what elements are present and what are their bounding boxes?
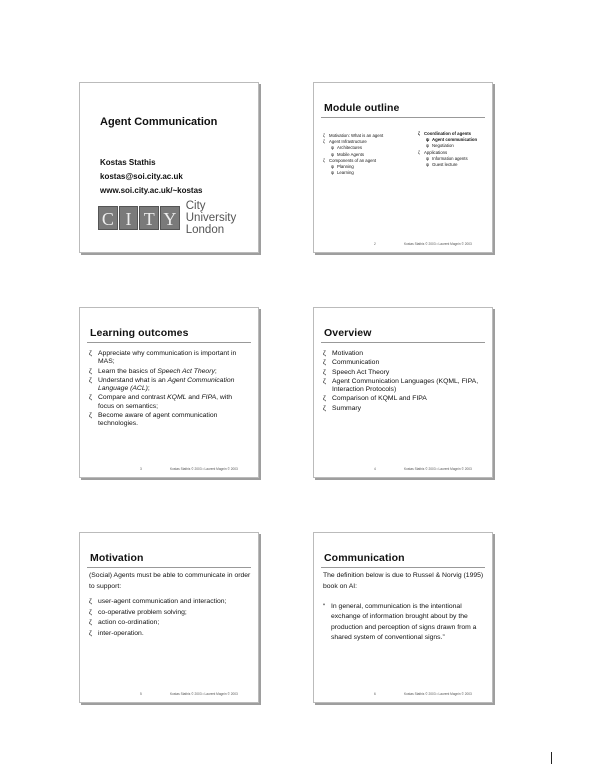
logo-letter-i: I <box>119 206 139 230</box>
quote-mark: “ <box>323 603 326 610</box>
list-item: ζ action co-ordination; <box>89 618 250 629</box>
bullet-icon: ζ <box>323 350 326 357</box>
sub-bullet-icon: ψ <box>426 155 430 161</box>
sub-bullet-icon: ψ <box>426 143 430 149</box>
outline-subitem: ψ Guest lecture <box>426 162 458 168</box>
bullet-icon: ζ <box>418 131 421 136</box>
page-number: 4 <box>374 467 376 471</box>
city-university-logo <box>98 200 258 236</box>
bullet-icon: ζ <box>323 404 326 412</box>
slide-3-title: Learning outcomes <box>90 327 189 339</box>
outline-subitem: ψ Mobile Agents <box>331 151 364 157</box>
slide-learning-outcomes <box>79 307 259 478</box>
slide-motivation <box>79 532 259 703</box>
list-item: ζ Compare and contrast KQML and FIPA, with focus on semantics; <box>89 394 233 410</box>
outline-item: ζ Applications <box>418 149 448 155</box>
list-item: ζ Agent Communication Languages (KQML, FIPA, Interaction Protocols) <box>323 377 479 394</box>
bullet-icon: ζ <box>89 412 92 420</box>
sub-bullet-icon: ψ <box>426 162 430 168</box>
bullet-icon: ζ <box>89 376 92 384</box>
outline-right-column <box>418 131 477 168</box>
page-number: 6 <box>374 692 376 696</box>
slide-4-title: Overview <box>324 327 372 339</box>
quote-text: In general, communication is the intentional exchange of information brought about by the production and perception of signs drawn from a shared system of conventional signs.” <box>331 603 477 642</box>
outline-subitem: ψ Negotiation <box>426 143 454 149</box>
author-email: kostas@soi.city.ac.uk <box>100 172 183 181</box>
title-divider <box>321 342 485 343</box>
motivation-list <box>89 597 250 639</box>
list-item: ζ Speech Act Theory <box>323 368 390 376</box>
slide-6-title: Communication <box>324 552 405 564</box>
outline-subitem: ψ Learning <box>331 170 354 176</box>
logo-line-2: London <box>185 224 225 236</box>
slide-overview <box>313 307 493 478</box>
page-edge-mark <box>551 752 552 764</box>
bullet-icon: ζ <box>89 367 92 375</box>
logo-letter-c: C <box>98 206 118 230</box>
footer-credit: Kostas Stathis © 2003 • Laurent Magnin © 2003 <box>170 467 238 471</box>
author-url: www.soi.city.ac.uk/~kostas <box>100 186 203 195</box>
slide-footer <box>374 467 486 471</box>
bullet-icon: ζ <box>323 368 326 376</box>
slide-5-title: Motivation <box>90 552 144 564</box>
sub-bullet-icon: ψ <box>331 164 335 170</box>
list-item: ζ Become aware of agent communication technologies. <box>89 412 218 428</box>
outline-subitem: ψ Information agents <box>426 155 468 161</box>
outline-item: ζ Coordination of agents <box>418 131 472 136</box>
bullet-icon: ζ <box>323 377 326 385</box>
footer-credit: Kostas Stathis © 2003 • Laurent Magnin © 2003 <box>404 467 472 471</box>
list-item: ζ Communication <box>323 359 380 367</box>
outline-item: ζ Agent Infrastructure <box>323 139 367 145</box>
bullet-icon: ζ <box>323 139 325 145</box>
outline-subitem: ψ Architectures <box>331 145 363 151</box>
slide-footer <box>374 692 486 696</box>
list-item: ζ inter-operation. <box>89 629 250 640</box>
bullet-icon: ζ <box>89 350 92 357</box>
overview-list <box>323 350 484 414</box>
page-number: 2 <box>374 242 376 246</box>
outline-item: ζ Motivation: What is an agent <box>323 133 384 138</box>
slide-title-page <box>79 82 259 253</box>
title-divider <box>87 567 251 568</box>
sub-bullet-icon: ψ <box>426 137 430 143</box>
bullet-icon: ζ <box>323 359 326 367</box>
list-item: ζ Comparison of KQML and FIPA <box>323 395 427 403</box>
page-number: 5 <box>140 692 142 696</box>
author-name: Kostas Stathis <box>100 158 156 167</box>
logo-wordmark <box>186 200 258 236</box>
bullet-icon: ζ <box>323 133 325 138</box>
logo-line-1: City University <box>185 200 237 224</box>
outline-left-column <box>323 133 383 176</box>
sub-bullet-icon: ψ <box>331 170 335 176</box>
sub-bullet-icon: ψ <box>331 145 335 151</box>
bullet-icon: ζ <box>89 598 92 605</box>
footer-credit: Kostas Stathis © 2003 • Laurent Magnin © 2003 <box>404 242 472 246</box>
outcomes-list <box>89 350 250 430</box>
outline-subitem: ψ Planning <box>331 164 354 170</box>
list-item: ζ Summary <box>323 404 362 412</box>
list-item: ζ Understand what is an Agent Communication Language (ACL); <box>89 376 235 393</box>
bullet-icon: ζ <box>89 619 92 626</box>
bullet-icon: ζ <box>89 608 92 616</box>
title-divider <box>87 342 251 343</box>
footer-credit: Kostas Stathis © 2003 • Laurent Magnin © 2003 <box>170 692 238 696</box>
list-item: ζ Appreciate why communication is important in MAS; <box>89 350 237 366</box>
outline-item: ζ Components of an agent <box>323 157 377 163</box>
slide-footer <box>140 692 252 696</box>
communication-intro: The definition below is due to Russel & Norvig (1995) book on AI: <box>323 572 484 590</box>
slide-module-outline <box>313 82 493 253</box>
bullet-icon: ζ <box>89 394 92 402</box>
list-item: ζ Learn the basics of Speech Act Theory; <box>89 367 217 375</box>
title-divider <box>321 117 485 118</box>
slide-communication <box>313 532 493 703</box>
list-item: ζ co-operative problem solving; <box>89 608 250 619</box>
slide-footer <box>140 467 252 471</box>
outline-subitem: ψ Agent communication <box>426 137 478 143</box>
slide-1-title: Agent Communication <box>100 116 218 128</box>
list-item: ζ Motivation <box>323 350 363 357</box>
logo-letter-t: T <box>139 206 159 230</box>
definition-quote <box>323 602 483 644</box>
footer-credit: Kostas Stathis © 2003 • Laurent Magnin © 2003 <box>404 692 472 696</box>
page-number: 3 <box>140 467 142 471</box>
list-item: ζ user-agent communication and interaction; <box>89 597 250 608</box>
slide-footer <box>374 242 486 246</box>
slide-2-title: Module outline <box>324 102 400 114</box>
bullet-icon: ζ <box>323 157 325 163</box>
bullet-icon: ζ <box>323 395 326 403</box>
bullet-icon: ζ <box>418 149 420 155</box>
motivation-intro: (Social) Agents must be able to communicate in order to support: <box>89 572 251 590</box>
bullet-icon: ζ <box>89 629 92 637</box>
sub-bullet-icon: ψ <box>331 151 335 157</box>
logo-letter-y: Y <box>160 206 180 230</box>
title-divider <box>321 567 485 568</box>
